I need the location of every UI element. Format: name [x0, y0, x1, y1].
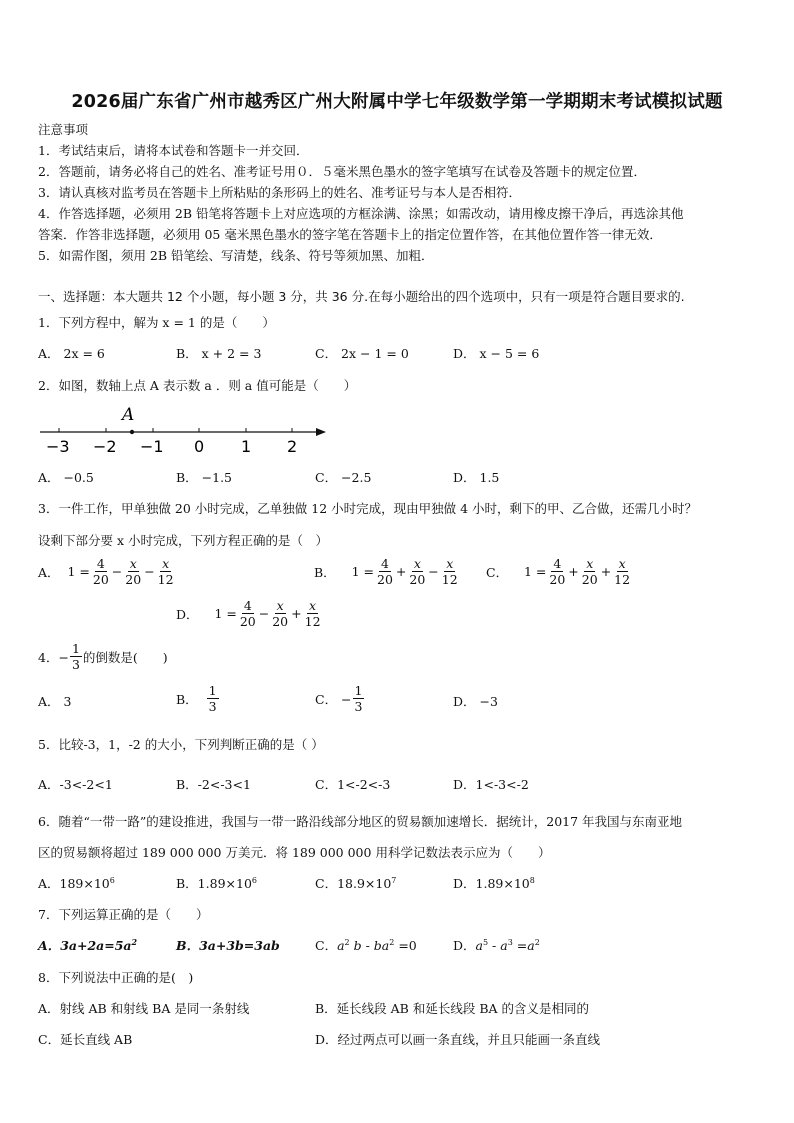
section-heading: 一、选择题：本大题共 12 个小题，每小题 3 分，共 36 分.在每小题给出的四个选项中，只有一项是符合题目要求的. — [38, 289, 685, 304]
q6-option-a: A．$189\times 10^6$ — [38, 875, 115, 891]
q5-option-c: C．1<-2<-3 — [315, 777, 391, 792]
q8-option-a: A．射线 AB 和射线 BA 是同一条射线 — [38, 1001, 250, 1016]
q6-option-c: C．$18.9\times 10^7$ — [315, 875, 397, 891]
q8-option-b: B．延长线段 AB 和延长线段 BA 的含义是相同的 — [315, 1001, 590, 1016]
tick-label: 2 — [287, 437, 298, 456]
q4-option-c: C． − $\frac{1}{3}$ — [315, 683, 363, 714]
note-item: 答案．作答非选择题，必须用 05 毫米黑色墨水的签字笔在答题卡上的指定位置作答，在其他位置作答一律无效． — [38, 227, 662, 242]
note-item: 2．答题前，请务必将自己的姓名、准考证号用０．５毫米黑色墨水的签字笔填写在试卷及答题卡的规定位置． — [38, 164, 646, 179]
question-7-stem: 7．下列运算正确的是（ ） — [38, 907, 209, 922]
q7-option-d: D．$a^5 - a^3 =a^2$ — [453, 937, 540, 953]
q8-option-c: C．延长直线 AB — [38, 1032, 133, 1047]
option-letter: D． — [176, 606, 199, 622]
q2-option-b: B． −1.5 — [176, 470, 233, 485]
q6-option-d: D．$1.89\times 10^8$ — [453, 875, 535, 891]
q4-option-d: D． −3 — [453, 694, 498, 709]
q3-option-a: A． 1 = $\frac{4}{20}$ − $\frac{x}{20}$ − $\frac{x}{12}$ — [38, 556, 174, 587]
question-8-stem: 8．下列说法中正确的是( ) — [38, 970, 194, 985]
tick-label: 0 — [194, 437, 205, 456]
q5-option-a: A．-3<-2<1 — [38, 777, 113, 792]
q3-option-d: D． 1 = $\frac{4}{20}$ − $\frac{x}{20}$ + $\frac{x}{12}$ — [176, 598, 321, 629]
question-2-stem: 2．如图，数轴上点 A 表示数 a ．则 a 值可能是（ ） — [38, 378, 357, 393]
q7-option-a: A．$3a+2a=5a^2$ — [38, 936, 138, 953]
q1-option-d: D． x − 5 = 6 — [453, 346, 540, 361]
question-3-stem: 3．一件工作，甲单独做 20 小时完成，乙单独做 12 小时完成，现由甲独做 4 小时，剩下的甲、乙合做，还需几小时？ — [38, 501, 698, 516]
q2-option-a: A． −0.5 — [38, 470, 94, 485]
q5-option-b: B．-2<-3<1 — [176, 777, 251, 792]
question-5-stem: 5．比较-3，1，-2 的大小，下列判断正确的是（ ） — [38, 737, 324, 752]
question-4-stem: 4．− $\frac{1}{3}$ 的倒数是( ) — [38, 641, 168, 672]
note-item: 5．如需作图，须用 2B 铅笔绘、写清楚，线条、符号等须加黑、加粗． — [38, 248, 434, 263]
page-title: 2026届广东省广州市越秀区广州大附属中学七年级数学第一学期期末考试模拟试题 — [71, 92, 723, 112]
question-6-stem: 6．随着“一带一路”的建设推进，我国与一带一路沿线部分地区的贸易额加速增长．据统计，2017 年我国与东南亚地 — [38, 814, 683, 829]
q2-option-c: C． −2.5 — [315, 470, 372, 485]
tick-label: −1 — [140, 437, 164, 456]
q7-option-c: C．$a^2$ $b - ba^2 =0$ — [315, 937, 417, 953]
q4-option-b: B． $\frac{1}{3}$ — [176, 683, 217, 714]
q8-option-d: D．经过两点可以画一条直线，并且只能画一条直线 — [315, 1032, 601, 1047]
q5-option-d: D．1<-3<-2 — [453, 777, 529, 792]
q2-option-d: D． 1.5 — [453, 470, 500, 485]
q1-option-c: C． 2x − 1 = 0 — [315, 346, 409, 361]
q1-option-b: B． x + 2 = 3 — [176, 346, 262, 361]
tick-label: 1 — [241, 437, 252, 456]
number-line — [34, 402, 334, 458]
q7-option-b: B．3a+3b=3ab — [176, 938, 280, 953]
notes-heading: 注意事项 — [38, 122, 89, 137]
option-letter: A． — [38, 564, 60, 580]
question-6-stem-2: 区的贸易额将超过 189 000 000 万美元．将 189 000 000 用科学记数法表示应为（ ） — [38, 845, 551, 860]
q3-option-b: B． 1 = $\frac{4}{20}$ + $\frac{x}{20}$ − $\frac{x}{12}$ — [314, 556, 458, 587]
note-item: 1．考试结束后，请将本试卷和答题卡一并交回． — [38, 143, 309, 158]
q3-option-c: C． 1 = $\frac{4}{20}$ + $\frac{x}{20}$ + $\frac{x}{12}$ — [486, 556, 631, 587]
question-3-stem-2: 设剩下部分要 x 小时完成，下列方程正确的是（ ） — [38, 533, 328, 548]
point-a-dot — [130, 430, 134, 434]
tick-label: −3 — [46, 437, 70, 456]
option-letter: B． — [314, 564, 336, 580]
option-letter: C． — [486, 564, 509, 580]
note-item: 4．作答选择题，必须用 2B 铅笔将答题卡上对应选项的方框涂满、涂黑；如需改动，请用橡皮擦干净后，再选涂其他 — [38, 206, 684, 221]
question-1-stem: 1．下列方程中，解为 x = 1 的是（ ） — [38, 315, 275, 330]
q1-option-a: A． 2x = 6 — [38, 346, 105, 361]
note-item: 3．请认真核对监考员在答题卡上所粘贴的条形码上的姓名、准考证号与本人是否相符． — [38, 185, 521, 200]
q6-option-b: B．$1.89\times 10^6$ — [176, 875, 257, 891]
point-a-label: A — [122, 405, 135, 425]
tick-label: −2 — [93, 437, 117, 456]
q4-option-a: A． 3 — [38, 694, 72, 709]
